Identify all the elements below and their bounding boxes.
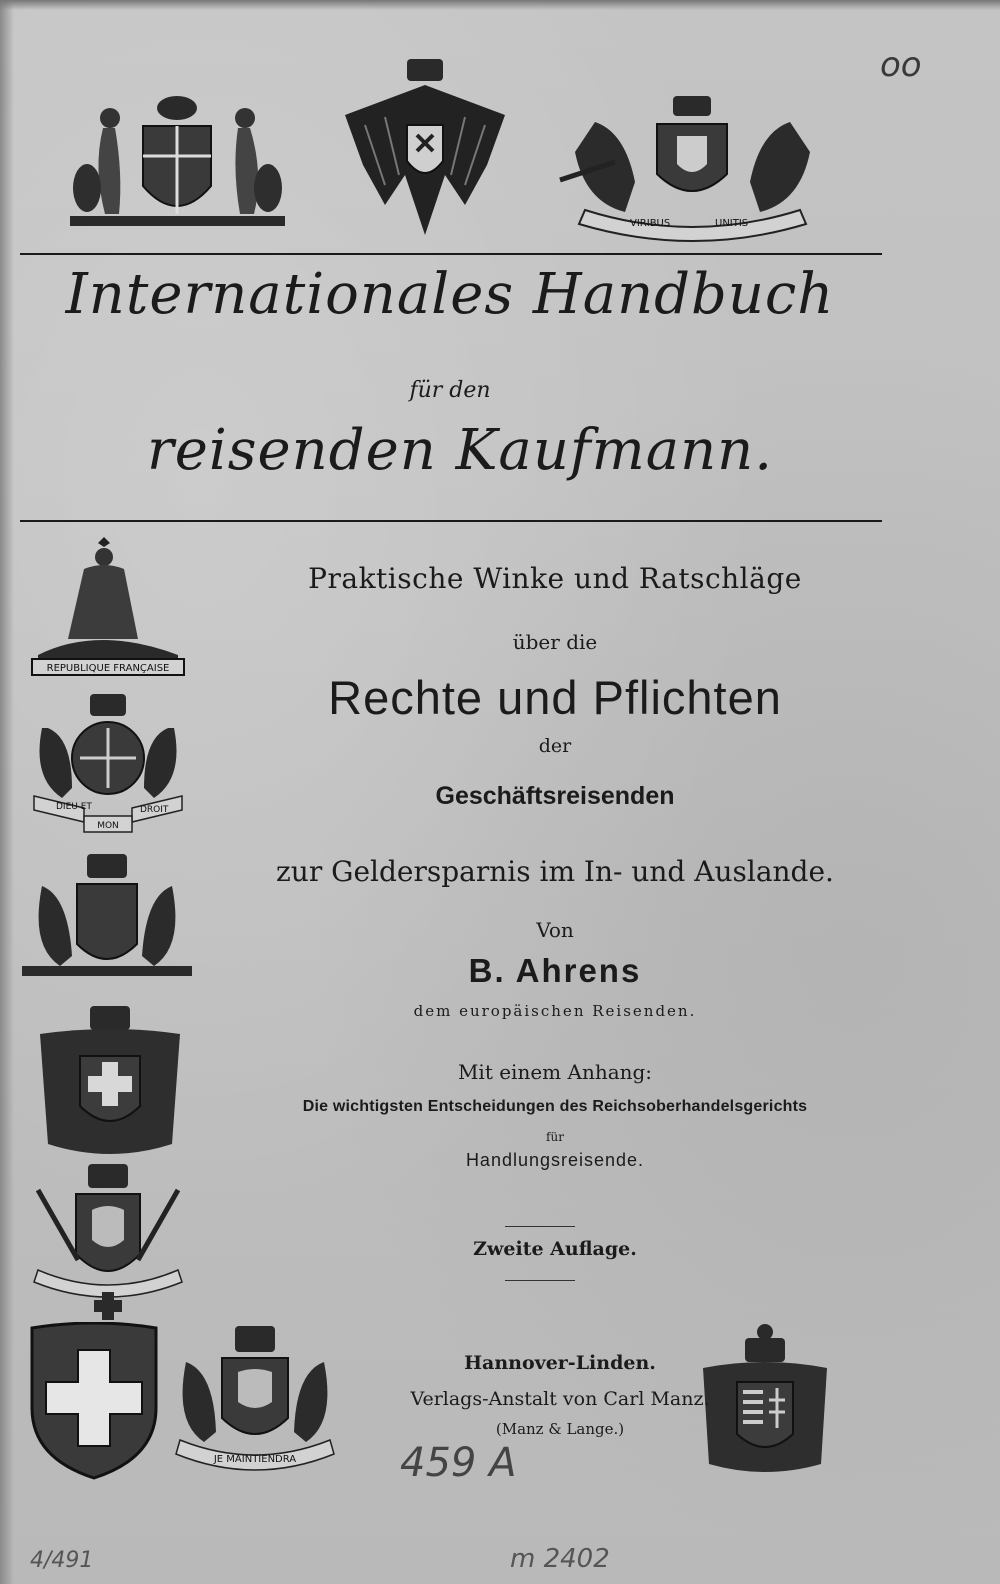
title-line-1: Internationales Handbuch bbox=[65, 262, 835, 327]
austrian-coat-of-arms bbox=[555, 92, 830, 242]
appendix-intro: Mit einem Anhang: bbox=[457, 1060, 653, 1084]
top-rule bbox=[20, 253, 882, 255]
author-name: B. Ahrens bbox=[468, 952, 642, 989]
handwritten-mark-top-right: oo bbox=[880, 45, 922, 85]
subtitle-line-3: der bbox=[538, 735, 572, 757]
bottom-title-rule bbox=[20, 520, 882, 522]
belgian-arms bbox=[28, 1160, 188, 1320]
austria-motto-left: VIRIBUS bbox=[630, 218, 671, 229]
netherlands-arms-left bbox=[22, 850, 192, 1000]
netherlands-motto: JE MAINTIENDRA bbox=[213, 1454, 297, 1465]
france-motto: REPUBLIQUE FRANÇAISE bbox=[46, 663, 170, 674]
publisher-name: Verlags-Anstalt von Carl Manz. bbox=[410, 1388, 710, 1410]
page-edge-shadow bbox=[0, 0, 14, 1584]
appendix-title: Die wichtigsten Entscheidungen des Reichsoberhandelsgerichts bbox=[302, 1098, 808, 1115]
appendix-connector: für bbox=[546, 1130, 564, 1144]
page-top-shadow bbox=[0, 0, 1000, 10]
subtitle-line-5: zur Geldersparnis im In- und Auslande. bbox=[276, 855, 834, 888]
handwritten-mark-bottom-left: 4/491 bbox=[30, 1548, 94, 1573]
german-imperial-eagle bbox=[345, 55, 505, 245]
edition-rule-top bbox=[505, 1226, 575, 1227]
british-royal-arms bbox=[28, 688, 188, 838]
austria-motto-right: UNITIS bbox=[715, 218, 749, 229]
appendix-subject: Handlungsreisende. bbox=[465, 1150, 645, 1170]
edition-rule-bottom bbox=[505, 1280, 575, 1281]
french-republic-emblem bbox=[28, 535, 188, 685]
publisher-city: Hannover-Linden. bbox=[464, 1352, 656, 1374]
swiss-shield bbox=[28, 1322, 160, 1482]
britain-motto-right: DROIT bbox=[140, 805, 169, 815]
subtitle-line-2: über die bbox=[512, 630, 598, 654]
edition: Zweite Auflage. bbox=[473, 1238, 637, 1260]
britain-motto-center: MON bbox=[97, 821, 119, 831]
author-role: dem europäischen Reisenden. bbox=[413, 1002, 697, 1020]
subtitle-line-1: Praktische Winke und Ratschläge bbox=[308, 562, 802, 595]
title-connector: für den bbox=[409, 378, 491, 403]
publisher-note: (Manz & Lange.) bbox=[495, 1420, 625, 1438]
britain-motto-left: DIEU ET bbox=[56, 802, 92, 812]
danish-coat-of-arms bbox=[65, 88, 290, 238]
italian-arms bbox=[30, 1000, 190, 1160]
title-line-2: reisenden Kaufmann. bbox=[146, 418, 774, 483]
handwritten-mark-bottom-center: m 2402 bbox=[510, 1544, 610, 1574]
subtitle-line-4: Geschäftsreisenden bbox=[435, 782, 675, 810]
headline: Rechte und Pflichten bbox=[328, 671, 782, 724]
handwritten-call-number: 459 A bbox=[400, 1440, 517, 1486]
author-by: Von bbox=[536, 918, 574, 942]
